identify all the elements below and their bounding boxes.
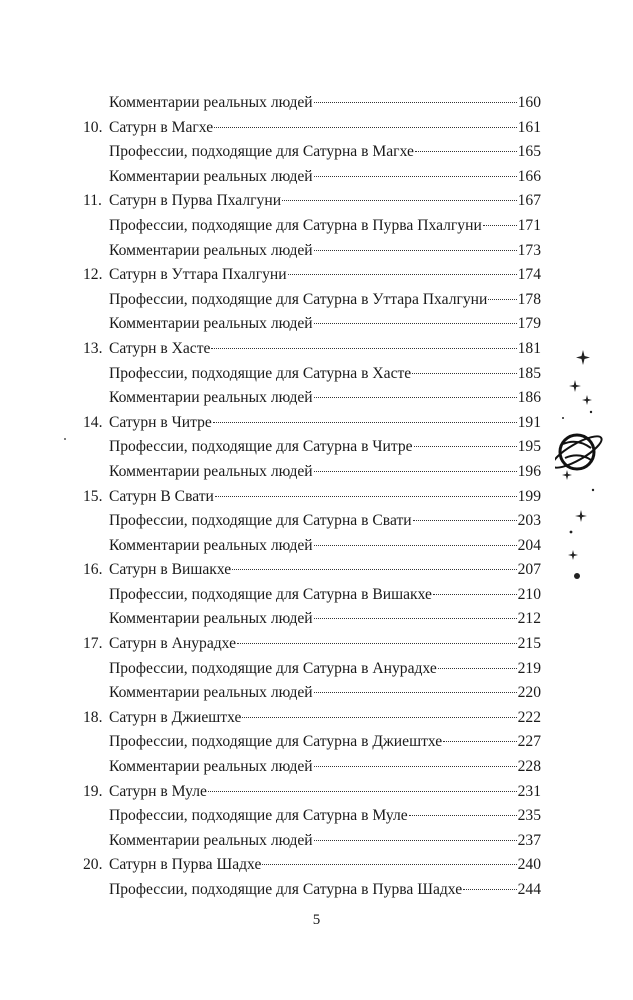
toc-chapter (83, 706, 541, 731)
entry-title: Сатурн в Пурва Пхалгуни (109, 192, 282, 210)
entry-page-number: 196 (517, 462, 541, 480)
entry-page-number: 179 (517, 315, 541, 333)
toc-subentry (83, 362, 541, 387)
entry-title: Сатурн в Пурва Шадхе (109, 856, 262, 874)
entry-page-number: 178 (517, 290, 541, 308)
entry-page-number: 186 (517, 389, 541, 407)
entry-title: Комментарии реальных людей (109, 94, 313, 111)
entry-title: Профессии, подходящие для Сатурна в Пурва Пхалгуни (109, 216, 482, 234)
dot-leader (262, 864, 516, 865)
toc-subentry (83, 239, 541, 264)
dot-leader (488, 299, 516, 300)
entry-title: Комментарии реальных людей (109, 610, 313, 628)
toc-subentry (83, 91, 541, 116)
entry-title: Профессии, подходящие для Сатурна в Анурадхе (109, 659, 437, 677)
entry-page-number: 171 (517, 216, 541, 234)
dot-leader (288, 274, 517, 275)
entry-page-number: 240 (517, 856, 541, 874)
stray-mark (64, 438, 66, 440)
entry-page-number: 173 (517, 241, 541, 259)
entry-page-number: 220 (517, 684, 541, 702)
toc-subentry (83, 288, 541, 313)
chapter-number: 10. (83, 118, 103, 136)
chapter-number: 20. (83, 856, 103, 874)
toc-chapter (83, 337, 541, 362)
toc-chapter (83, 116, 541, 141)
chapter-number: 17. (83, 635, 103, 653)
entry-page-number: 210 (517, 585, 541, 603)
entry-title: Сатурн в Уттара Пхалгуни (109, 266, 287, 284)
toc-subentry (83, 534, 541, 559)
entry-page-number: 185 (517, 364, 541, 382)
entry-page-number: 195 (517, 438, 541, 456)
entry-page-number: 237 (517, 831, 541, 849)
dot-leader (314, 102, 517, 103)
entry-title: Комментарии реальных людей (109, 684, 313, 702)
table-of-contents (83, 91, 541, 903)
toc-subentry (83, 312, 541, 337)
toc-subentry (83, 386, 541, 411)
entry-title: Сатурн в Муле (109, 782, 207, 800)
entry-title: Профессии, подходящие для Сатурна в Магхе (109, 143, 414, 161)
chapter-number: 14. (83, 413, 103, 431)
entry-title: Сатурн в Анурадхе (109, 635, 237, 653)
chapter-number: 19. (83, 782, 103, 800)
dot-leader (211, 348, 516, 349)
dot-leader (314, 840, 517, 841)
entry-title: Профессии, подходящие для Сатурна в Муле (109, 807, 408, 825)
entry-page-number: 228 (517, 758, 541, 776)
toc-chapter (83, 853, 541, 878)
entry-page-number: 207 (517, 561, 541, 579)
toc-chapter (83, 485, 541, 510)
entry-page-number: 181 (517, 339, 541, 357)
entry-page-number: 222 (517, 708, 541, 726)
dot-leader (314, 692, 517, 693)
toc-chapter (83, 780, 541, 805)
entry-page-number: 203 (517, 512, 541, 530)
dot-leader (214, 127, 516, 128)
entry-title: Комментарии реальных людей (109, 315, 313, 333)
dot-leader (414, 446, 517, 447)
toc-subentry (83, 607, 541, 632)
toc-subentry (83, 214, 541, 239)
entry-title: Комментарии реальных людей (109, 536, 313, 554)
entry-page-number: 235 (517, 807, 541, 825)
dot-leader (409, 815, 517, 816)
chapter-number: 15. (83, 487, 103, 505)
dot-leader (314, 397, 517, 398)
chapter-number: 16. (83, 561, 103, 579)
entry-page-number: 219 (517, 659, 541, 677)
toc-subentry (83, 583, 541, 608)
dot-leader (438, 668, 517, 669)
entry-title: Профессии, подходящие для Сатурна в Джиештхе (109, 733, 443, 751)
entry-page-number: 167 (517, 192, 541, 210)
entry-page-number: 212 (517, 610, 541, 628)
dot-leader (483, 225, 517, 226)
entry-title: Комментарии реальных людей (109, 389, 313, 407)
saturn-with-stars-icon (555, 340, 625, 600)
dot-leader (314, 323, 517, 324)
entry-title: Профессии, подходящие для Сатурна в Хасте (109, 364, 412, 382)
entry-page-number: 244 (517, 881, 541, 898)
entry-page-number: 204 (517, 536, 541, 554)
dot-leader (314, 471, 517, 472)
toc-subentry (83, 509, 541, 534)
chapter-number: 13. (83, 339, 103, 357)
dot-leader (282, 200, 517, 201)
entry-title: Комментарии реальных людей (109, 758, 313, 776)
toc-subentry (83, 878, 541, 903)
dot-leader (237, 643, 517, 644)
dot-leader (415, 151, 517, 152)
toc-subentry (83, 681, 541, 706)
entry-page-number: 161 (517, 118, 541, 136)
dot-leader (314, 545, 517, 546)
entry-title: Сатурн в Магхе (109, 118, 214, 136)
dot-leader (314, 766, 517, 767)
dot-leader (463, 889, 516, 890)
entry-page-number: 191 (517, 413, 541, 431)
entry-title: Профессии, подходящие для Сатурна в Вишакхе (109, 585, 432, 603)
entry-page-number: 231 (517, 782, 541, 800)
dot-leader (443, 741, 516, 742)
toc-subentry (83, 829, 541, 854)
entry-page-number: 165 (517, 143, 541, 161)
toc-chapter (83, 632, 541, 657)
toc-chapter (83, 263, 541, 288)
toc-subentry (83, 730, 541, 755)
entry-page-number: 166 (517, 167, 541, 185)
entry-title: Сатурн в Вишакхе (109, 561, 232, 579)
toc-chapter (83, 558, 541, 583)
dot-leader (314, 618, 517, 619)
page-number: 5 (312, 912, 321, 928)
toc-subentry (83, 755, 541, 780)
dot-leader (213, 422, 517, 423)
toc-subentry (83, 804, 541, 829)
entry-title: Комментарии реальных людей (109, 241, 313, 259)
toc-subentry (83, 460, 541, 485)
dot-leader (412, 373, 516, 374)
entry-page-number: 215 (517, 635, 541, 653)
toc-subentry (83, 140, 541, 165)
entry-title: Сатурн в Читре (109, 413, 212, 431)
dot-leader (215, 496, 517, 497)
dot-leader (232, 569, 516, 570)
toc-subentry (83, 435, 541, 460)
entry-title: Профессии, подходящие для Сатурна в Уттара Пхалгуни (109, 290, 488, 308)
dot-leader (242, 717, 516, 718)
toc-subentry (83, 165, 541, 190)
entry-title: Комментарии реальных людей (109, 831, 313, 849)
entry-page-number: 199 (517, 487, 541, 505)
dot-leader (413, 520, 517, 521)
dot-leader (433, 594, 517, 595)
dot-leader (314, 176, 517, 177)
toc-chapter (83, 411, 541, 436)
entry-title: Сатурн в Хасте (109, 339, 211, 357)
entry-title: Комментарии реальных людей (109, 167, 313, 185)
toc-chapter (83, 189, 541, 214)
chapter-number: 11. (83, 192, 102, 210)
entry-title: Сатурн в Джиештхе (109, 708, 242, 726)
entry-page-number: 227 (517, 733, 541, 751)
entry-title: Комментарии реальных людей (109, 462, 313, 480)
toc-subentry (83, 657, 541, 682)
entry-title: Профессии, подходящие для Сатурна в Читре (109, 438, 413, 456)
entry-title: Сатурн В Свати (109, 487, 214, 505)
entry-page-number: 160 (517, 94, 541, 111)
chapter-number: 12. (83, 266, 103, 284)
entry-title: Профессии, подходящие для Сатурна в Пурва Шадхе (109, 881, 463, 898)
dot-leader (314, 250, 517, 251)
dot-leader (208, 791, 517, 792)
entry-title: Профессии, подходящие для Сатурна в Свати (109, 512, 412, 530)
chapter-number: 18. (83, 708, 103, 726)
entry-page-number: 174 (517, 266, 541, 284)
